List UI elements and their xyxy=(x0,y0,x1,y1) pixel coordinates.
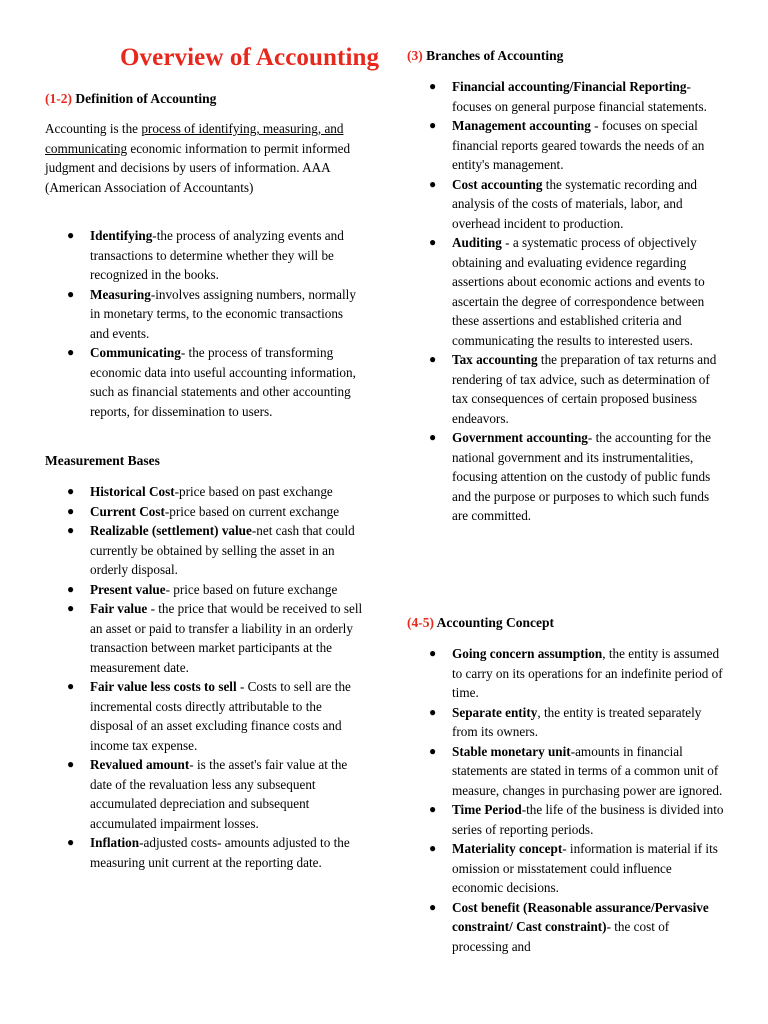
item-term: Communicating xyxy=(90,345,181,360)
list-item xyxy=(45,285,365,344)
concept-list xyxy=(407,644,725,956)
bullet-icon: ● xyxy=(67,835,75,849)
definition-number: (1-2) xyxy=(45,91,72,106)
item-term: Government accounting xyxy=(452,430,588,445)
item-term: Realizable (settlement) value xyxy=(90,523,252,538)
bullet-icon: ● xyxy=(429,841,437,855)
definition-list xyxy=(45,226,365,421)
list-item xyxy=(407,839,725,898)
list-item xyxy=(407,428,725,526)
definition-heading xyxy=(45,91,216,107)
item-term: Going concern assumption xyxy=(452,646,603,661)
item-text: the preparation of tax returns and rendering of tax advice, such as determination of tax consequences of certain proposed business endeavors. xyxy=(452,352,717,426)
item-text: -the life of the business is divided into series of reporting periods. xyxy=(452,802,724,837)
bullet-icon: ● xyxy=(67,523,75,537)
item-term: Present value xyxy=(90,581,166,597)
list-item xyxy=(407,233,725,350)
item-term: Historical Cost xyxy=(90,484,175,499)
bullet-icon: ● xyxy=(429,899,437,914)
definition-intro-underlined: process of identifying, measuring, and communicating xyxy=(45,121,344,156)
concept-number: (4-5) xyxy=(407,615,434,630)
item-text: -price based on current exchange xyxy=(164,503,340,519)
page-title: Overview of Accounting xyxy=(120,44,380,71)
bullet-icon: ● xyxy=(67,503,75,518)
bullet-icon: ● xyxy=(67,581,75,596)
item-term: Cost benefit (Reasonable assurance/Pervasive constraint/ Cast constraint) xyxy=(452,899,709,934)
item-text: -net cash that could currently be obtained by selling the asset in an orderly disposal. xyxy=(90,523,355,577)
item-text: -focuses on general purpose financial statements. xyxy=(452,79,707,114)
list-item xyxy=(45,482,365,502)
list-item xyxy=(407,77,725,116)
list-item xyxy=(407,898,725,957)
list-item xyxy=(45,833,365,872)
bullet-icon: ● xyxy=(67,228,75,242)
item-term: Tax accounting xyxy=(452,352,538,367)
branches-number: (3) xyxy=(407,48,423,63)
item-text: - Costs to sell are the incremental costs directly attributable to the disposal of an asset excluding finance costs and income tax expense. xyxy=(90,679,351,753)
item-term: Fair value less costs to sell xyxy=(90,679,237,694)
item-text: - the accounting for the national government and its instrumentalities, focusing attention on the custody of public funds and the purpose or purposes to which such funds are committed. xyxy=(452,430,711,523)
list-item xyxy=(45,226,365,285)
bullet-icon: ● xyxy=(67,601,75,615)
item-text: - information is material if its omission or misstatement could influence economic decisions. xyxy=(452,841,718,895)
bullet-icon: ● xyxy=(429,235,437,249)
definition-intro-post: economic information to permit informed judgment and decisions by users of information. AAA (American Association of Accountants) xyxy=(45,140,351,195)
item-term: Financial accounting/Financial Reporting xyxy=(452,79,687,94)
list-item xyxy=(45,343,365,421)
bullet-icon: ● xyxy=(429,802,437,816)
branches-heading-text: Branches of Accounting xyxy=(426,48,564,63)
branches-heading xyxy=(407,48,563,64)
list-item xyxy=(45,755,365,833)
bullet-icon: ● xyxy=(429,79,437,93)
item-text: - the price that would be received to sell an asset or paid to transfer a liability in an orderly transaction between market participants at the measurement date. xyxy=(90,601,363,675)
item-text: - the cost of processing and xyxy=(452,919,670,954)
item-term: Measuring xyxy=(90,286,151,302)
list-item xyxy=(45,677,365,755)
item-text: - is the asset's fair value at the date of the revaluation less any subsequent accumulated depreciation and subsequent accumulated impairment losses. xyxy=(90,757,348,831)
item-text: -the process of analyzing events and transactions to determine whether they will be recognized in the books. xyxy=(90,228,344,282)
definition-intro-pre: Accounting is the xyxy=(45,121,142,136)
item-term: Stable monetary unit xyxy=(452,743,571,759)
item-term: Current Cost xyxy=(90,503,165,519)
item-text: - focuses on special financial reports geared towards the needs of an entity's management. xyxy=(452,118,705,172)
item-text: - the process of transforming economic data into useful accounting information, such as financial statements and other accounting reports, for dissemination to users. xyxy=(90,345,356,419)
item-term: Cost accounting xyxy=(452,176,543,192)
item-text: -adjusted costs- amounts adjusted to the measuring unit current at the reporting date. xyxy=(90,835,350,870)
item-text: - a systematic process of objectively obtaining and evaluating evidence regarding assertions about economic actions and events to ascertain the degree of correspondence between these assertions and established criteria and communicating the results to interested users. xyxy=(452,235,705,348)
item-term: Revalued amount xyxy=(90,757,190,772)
definition-heading-text: Definition of Accounting xyxy=(75,91,217,106)
item-text: -price based on past exchange xyxy=(174,484,333,499)
item-term: Auditing xyxy=(452,235,502,250)
item-term: Inflation xyxy=(90,835,140,850)
bullet-icon: ● xyxy=(429,646,437,660)
list-item xyxy=(407,175,725,234)
bullet-icon: ● xyxy=(429,743,437,758)
item-term: Materiality concept xyxy=(452,841,563,856)
list-item xyxy=(407,800,725,839)
concept-heading xyxy=(407,615,554,631)
branches-list xyxy=(407,77,725,526)
list-item xyxy=(407,116,725,175)
bullet-icon: ● xyxy=(67,757,75,771)
item-text: -involves assigning numbers, normally in monetary terms, to the economic transactions and events. xyxy=(90,286,356,341)
item-term: Time Period xyxy=(452,802,522,817)
list-item xyxy=(45,521,365,580)
item-term: Identifying xyxy=(90,228,153,243)
list-item xyxy=(407,703,725,742)
item-text: , the entity is assumed to carry on its operations for an indefinite period of time. xyxy=(452,646,723,700)
item-term: Fair value xyxy=(90,601,148,616)
bullet-icon: ● xyxy=(429,352,437,366)
measurement-heading: Measurement Bases xyxy=(45,453,160,468)
item-term: Management accounting xyxy=(452,118,591,133)
bullet-icon: ● xyxy=(67,345,75,359)
bullet-icon: ● xyxy=(67,286,75,301)
list-item xyxy=(45,502,365,522)
list-item xyxy=(45,599,365,677)
concept-heading-text: Accounting Concept xyxy=(436,615,555,630)
item-text: , the entity is treated separately from its owners. xyxy=(452,704,702,739)
bullet-icon: ● xyxy=(429,176,437,191)
list-item xyxy=(407,742,725,801)
list-item xyxy=(407,350,725,428)
list-item xyxy=(45,580,365,600)
item-term: Separate entity xyxy=(452,704,538,720)
definition-paragraph xyxy=(45,119,365,197)
item-text: - price based on future exchange xyxy=(165,581,338,597)
bullet-icon: ● xyxy=(67,679,75,693)
bullet-icon: ● xyxy=(429,704,437,719)
item-text: the systematic recording and analysis of the costs of materials, labor, and overhead incident to production. xyxy=(452,176,698,231)
bullet-icon: ● xyxy=(429,430,437,444)
bullet-icon: ● xyxy=(429,118,437,132)
measurement-list xyxy=(45,482,365,872)
list-item xyxy=(407,644,725,703)
bullet-icon: ● xyxy=(67,484,75,498)
item-text: -amounts in financial statements are stated in terms of a common unit of measure, changes in purchasing power are ignored. xyxy=(452,743,723,798)
